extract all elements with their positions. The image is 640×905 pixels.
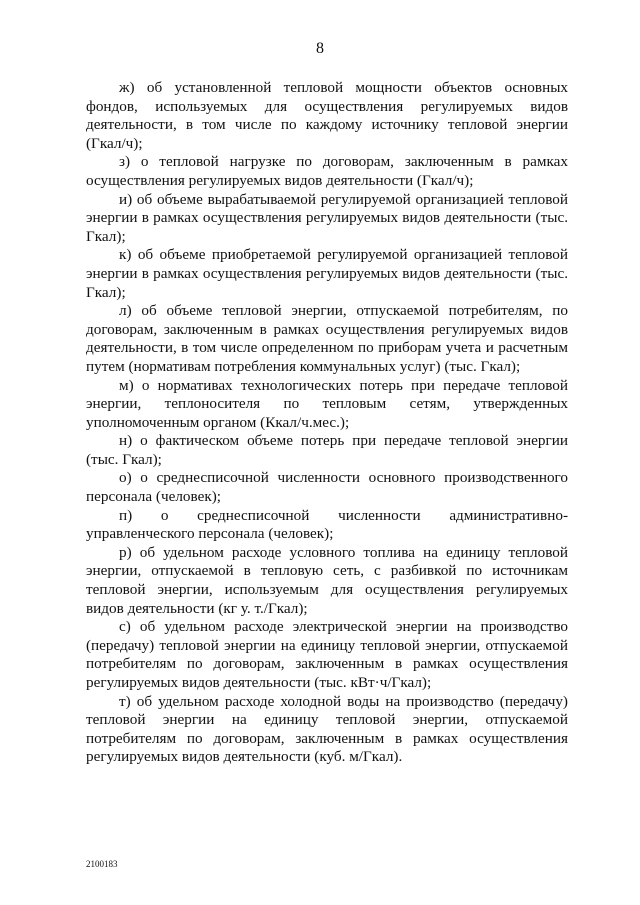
document-body — [86, 79, 568, 767]
paragraph-k: к) об объеме приобретаемой регулируемой организацией тепловой энергии в рамках осуществления регулируемых видов деятельности (тыс. Гкал); — [86, 246, 568, 301]
paragraph-p: п) о среднесписочной численности административно-управленческого персонала (человек); — [86, 506, 568, 543]
paragraph-o: о) о среднесписочной численности основного производственного персонала (человек); — [86, 469, 568, 506]
paragraph-zh: ж) об установленной тепловой мощности объектов основных фондов, используемых для осуществления регулируемых видов деятельности, в том числе по каждому источнику тепловой энергии (Гкал/ч); — [86, 79, 568, 152]
paragraph-n: н) о фактическом объеме потерь при передаче тепловой энергии (тыс. Гкал); — [86, 432, 568, 468]
paragraph-r: р) об удельном расходе условного топлива на единицу тепловой энергии, отпускаемой в тепловую сеть, с разбивкой по источникам тепловой энергии, используемым для осуществления регулируемых видов деятельности (кг у. т./Гкал); — [86, 543, 568, 617]
paragraph-l: л) об объеме тепловой энергии, отпускаемой потребителям, по договорам, заключенным в рамках осуществления регулируемых видов деятельности, в том числе определенном по приборам учета и расчетным путем (нормативам потребления коммунальных услуг) (тыс. Гкал); — [86, 302, 568, 375]
paragraph-s: с) об удельном расходе электрической энергии на производство (передачу) тепловой энергии на единицу тепловой энергии, отпускаемой потребителям по договорам, заключенным в рамках осуществления регулируемых видов деятельности (тыс. кВт·ч/Гкал); — [86, 618, 568, 691]
document-code: 2100183 — [86, 859, 118, 869]
paragraph-i: и) об объеме вырабатываемой регулируемой организацией тепловой энергии в рамках осуществления регулируемых видов деятельности (тыс. Гкал); — [86, 190, 568, 245]
page-number: 8 — [316, 40, 324, 57]
paragraph-m: м) о нормативах технологических потерь при передаче тепловой энергии, теплоносителя по тепловым сетям, утвержденных уполномоченным органом (Ккал/ч.мес.); — [86, 376, 568, 431]
paragraph-t: т) об удельном расходе холодной воды на производство (передачу) тепловой энергии на единицу тепловой энергии, отпускаемой потребителям по договорам, заключенным в рамках осуществления регулируемых видов деятельности (куб. м/Гкал). — [86, 692, 568, 766]
paragraph-z: з) о тепловой нагрузке по договорам, заключенным в рамках осуществления регулируемых видов деятельности (Гкал/ч); — [86, 153, 568, 189]
